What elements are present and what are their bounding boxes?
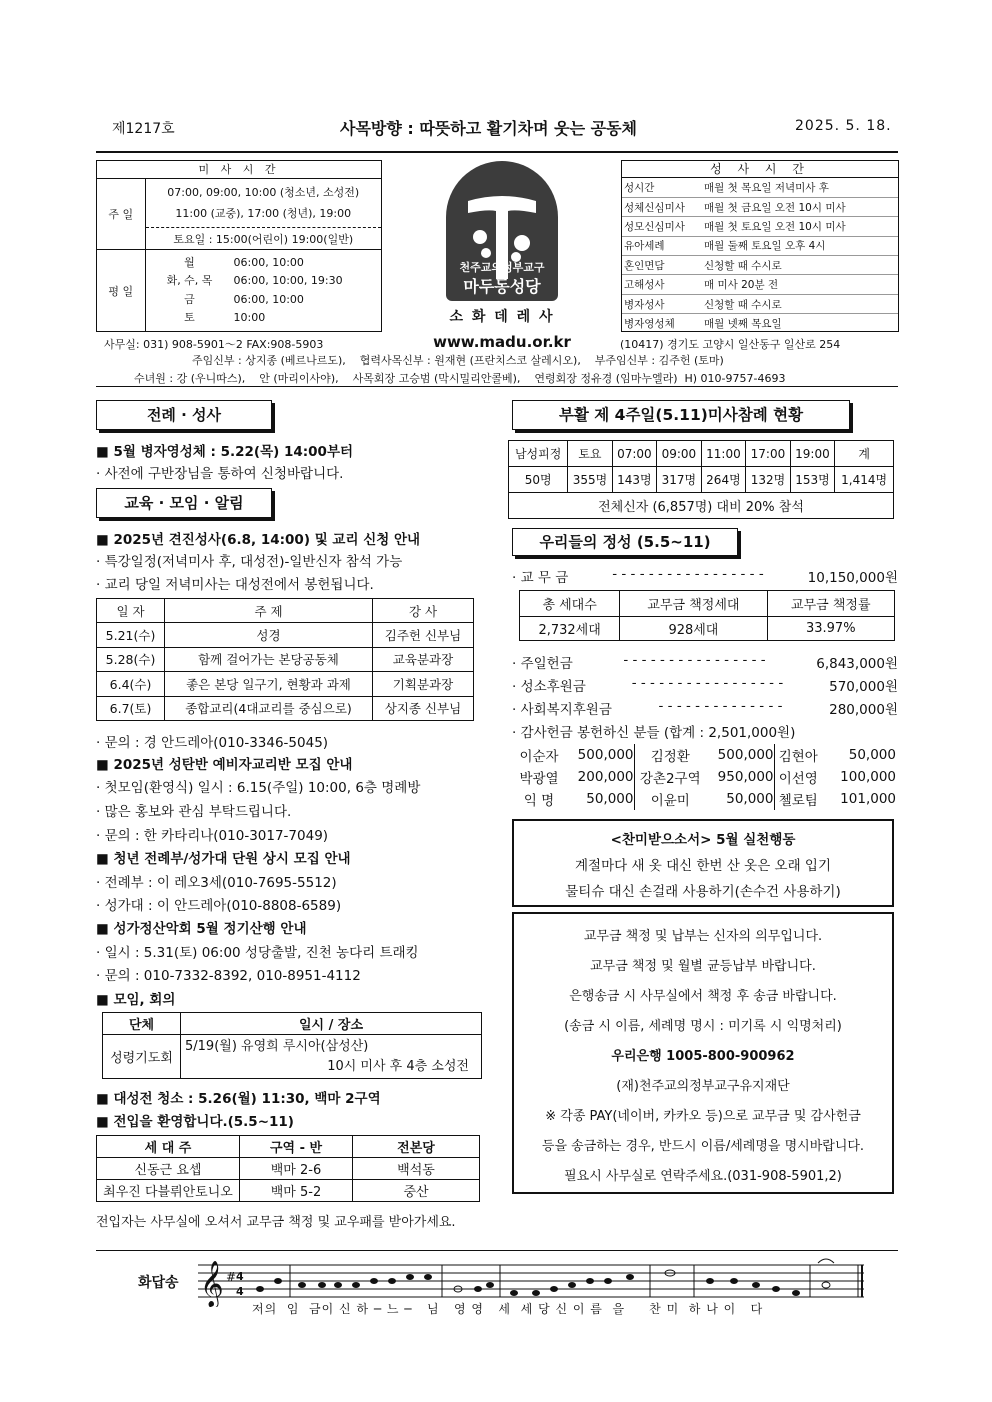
attendance-value: 264명 — [701, 467, 746, 493]
attendance-header: 11:00 — [701, 441, 746, 467]
donor-name: 익 명 — [523, 793, 555, 809]
sacrament-time: 매월 첫 목요일 저녁미사 후 — [702, 178, 898, 197]
attendance-summary: 전체신자 (6,857명) 대비 20% 참석 — [509, 493, 894, 519]
laudato-si-action: 계절마다 새 옷 대신 한번 산 옷은 오래 입기 — [574, 858, 832, 874]
attendance-header: 계 — [835, 441, 894, 467]
donor-name: 김정환 — [650, 749, 690, 765]
sacrament-time: 매월 첫 토요일 오전 10시 미사 — [702, 217, 898, 236]
notice-line: ※ 각종 PAY(네이버, 카카오 등)으로 교무금 및 감사헌금 — [545, 1109, 861, 1124]
donor-amount: 50,000 — [566, 788, 634, 810]
sacrament-name: 병자성사 — [622, 294, 702, 313]
dotted-leader: - - - - - - - - - - - - - - - - - — [612, 566, 764, 582]
class-topic: 성경 — [165, 623, 373, 648]
offering-label: · 사회복지후원금 — [512, 702, 612, 718]
dotted-leader: - - - - - - - - - - - - - - - - — [623, 652, 766, 668]
offering-row — [512, 698, 898, 718]
attendance-value: 132명 — [746, 467, 791, 493]
svg-text:4: 4 — [236, 1270, 244, 1283]
attendance-header: 토요 — [568, 441, 612, 467]
table-header: 일 자 — [97, 599, 165, 623]
notice-line: 필요시 사무실로 연락주세요.(031-908-5901,2) — [564, 1169, 842, 1184]
tithe-amount: 10,150,000원 — [807, 570, 898, 586]
offering-row — [512, 652, 898, 672]
header-rule — [96, 151, 898, 153]
welcome-title: ■ 전입을 환영합니다.(5.5~11) — [96, 1114, 294, 1130]
newcomer-name: 최우진 다블뤼안토니오 — [97, 1180, 240, 1202]
stat-value: 2,732세대 — [520, 617, 620, 641]
youth-recruit-title: ■ 청년 전례부/성가대 단원 상시 모집 안내 — [96, 851, 351, 867]
stat-header: 교무금 책정률 — [767, 591, 894, 617]
sacrament-time: 매월 넷째 목요일 — [704, 318, 782, 331]
mass-times-box — [96, 160, 382, 332]
class-date: 5.28(수) — [97, 647, 165, 672]
notice-line: (송금 시 이름, 세례명 명시 : 미기록 시 익명처리) — [564, 1019, 842, 1034]
parish-name: 마두동성당 — [463, 277, 541, 296]
class-topic: 종합교리(4대교리를 중심으로) — [165, 696, 373, 721]
attendance-value: 317명 — [657, 467, 702, 493]
thanks-offering-title: · 감사헌금 봉헌하신 분들 (합계 : 2,501,000원) — [512, 725, 796, 741]
donor-name: 이순자 — [519, 749, 559, 765]
catechumen-note: · 많은 홍보와 관심 부탁드립니다. — [96, 804, 292, 820]
weekday-day: 토 — [184, 311, 195, 325]
donor-name: 이윤미 — [650, 793, 690, 809]
weekday-time: 06:00, 10:00, 19:30 — [233, 274, 343, 288]
class-lecturer: 기획분과장 — [373, 672, 474, 697]
pastoral-direction-title: 사목방향 : 따뜻하고 활기차며 웃는 공동체 — [340, 119, 638, 138]
youth-recruit-note: · 전례부 : 이 레오3세(010-7695-5512) — [96, 875, 337, 891]
donor-amount: 101,000 — [840, 791, 896, 807]
table-header: 전본당 — [353, 1136, 480, 1158]
mass-times-table — [97, 161, 381, 331]
bank-account: 우리은행 1005-800-900962 — [611, 1049, 795, 1064]
sick-communion-note: · 사전에 구반장님을 통하여 신청바랍니다. — [96, 466, 344, 482]
catechumen-title: ■ 2025년 성탄반 예비자교리반 모집 안내 — [96, 757, 353, 773]
class-date: 5.21(수) — [97, 623, 165, 648]
attendance-value: 355명 — [568, 467, 612, 493]
stat-header: 총 세대수 — [520, 591, 620, 617]
sacrament-time: 매 미사 20분 전 — [702, 275, 898, 294]
meetings-table — [102, 1012, 482, 1079]
laudato-si-action: 물티슈 대신 손걸래 사용하기(손수건 사용하기) — [565, 884, 841, 900]
weekday-time: 06:00, 10:00 — [233, 255, 304, 269]
table-header: 단체 — [103, 1013, 181, 1035]
account-holder: (재)천주교의정부교구유지재단 — [616, 1079, 790, 1094]
svg-text:4: 4 — [236, 1285, 244, 1298]
confirmation-contact: · 문의 : 경 안드레아(010-3346-5045) — [96, 735, 329, 751]
sacrament-name: 유아세례 — [622, 236, 702, 255]
donor-amount: 500,000 — [706, 744, 774, 766]
office-phone: 사무실: 031) 908-5901～2 FAX:908-5903 — [104, 338, 324, 351]
footer-rule — [96, 1250, 898, 1251]
donor-amount: 50,000 — [848, 747, 896, 763]
meeting-place: 10시 미사 후 4층 소성전 — [327, 1058, 469, 1074]
dotted-leader: - - - - - - - - - - - - - - - - - — [631, 675, 784, 691]
donor-amount: 100,000 — [840, 769, 896, 785]
priests-line: 주임신부 : 상지종 (베르나르도), 협력사목신부 : 원재현 (프란치스코 살레시오), 부주임신부 : 김주헌 (토마) — [192, 354, 724, 367]
attendance-value: 1,414명 — [835, 467, 894, 493]
svg-text:#: # — [226, 1270, 237, 1284]
newcomer-district: 백마 2-6 — [240, 1158, 353, 1180]
saturday-mass: 토요일 : 15:00(어린이) 19:00(일반) — [145, 228, 381, 250]
church-address: (10417) 경기도 고양시 일산동구 일산로 254 — [620, 338, 841, 351]
liturgy-section-title: 전례 · 성사 — [96, 400, 272, 430]
tithe-row — [512, 566, 898, 586]
newcomer-name: 신동근 요셉 — [97, 1158, 240, 1180]
offering-label: · 성소후원금 — [512, 679, 586, 695]
hiking-title: ■ 성가정산악회 5월 정기산행 안내 — [96, 921, 307, 937]
class-topic: 좋은 본당 일구기, 현황과 과제 — [165, 672, 373, 697]
newcomer-previous-parish: 중산 — [353, 1180, 480, 1202]
sunday-line: 11:00 (교중), 17:00 (청년), 19:00 — [175, 206, 352, 220]
notice-line: 은행송금 시 사무실에서 책정 후 송금 바랍니다. — [569, 989, 837, 1004]
tithe-label: · 교 무 금 — [512, 570, 569, 586]
table-header: 세 대 주 — [97, 1136, 240, 1158]
donor-name: 김현아 — [778, 749, 818, 765]
offering-label: · 주일헌금 — [512, 656, 573, 672]
table-header: 일시 / 장소 — [181, 1013, 482, 1035]
donor-name: 박광열 — [519, 771, 559, 787]
donor-name: 강촌2구역 — [639, 771, 701, 787]
sacrament-name: 성체신심미사 — [622, 197, 702, 216]
newcomer-district: 백마 5-2 — [240, 1180, 353, 1202]
issue-number: 제1217호 — [112, 121, 175, 137]
sacrament-name: 고해성사 — [622, 275, 702, 294]
offering-amount: 280,000원 — [829, 702, 898, 718]
attendance-header: 09:00 — [657, 441, 702, 467]
website-link[interactable]: www.madu.or.kr — [433, 333, 571, 351]
attendance-value: 50명 — [509, 467, 568, 493]
donor-amount: 500,000 — [566, 744, 634, 766]
class-schedule-table — [96, 598, 474, 721]
attendance-value: 143명 — [612, 467, 657, 493]
donors-table — [512, 744, 896, 810]
attendance-header: 17:00 — [746, 441, 791, 467]
sunday-line: 07:00, 09:00, 10:00 (청소년, 소성전) — [167, 185, 360, 199]
catechumen-contact: · 문의 : 한 카타리나(010-3017-7049) — [96, 828, 329, 844]
tithe-stats-table — [519, 590, 895, 641]
weekday-day: 금 — [184, 292, 195, 306]
notice-line: 등을 송금하는 경우, 반드시 이름/세례명을 명시바랍니다. — [541, 1139, 865, 1154]
donor-name: 이선영 — [778, 771, 818, 787]
table-header: 주 제 — [165, 599, 373, 623]
attendance-header: 남성피정 — [509, 441, 568, 467]
sacrament-name: 병자영성체 — [624, 318, 675, 331]
education-section-title: 교육 · 모임 · 알림 — [96, 488, 272, 518]
offering-amount: 6,843,000원 — [816, 656, 898, 672]
sacrament-time: 매월 둘째 토요일 오후 4시 — [702, 236, 898, 255]
weekday-time: 06:00, 10:00 — [233, 292, 304, 306]
weekday-time: 10:00 — [233, 311, 266, 325]
weekday-label: 평 일 — [97, 250, 145, 331]
church-cleaning: ■ 대성전 청소 : 5.26(월) 11:30, 백마 2구역 — [96, 1091, 381, 1107]
notice-line: 교무금 책정 및 납부는 신자의 의무입니다. — [583, 929, 823, 944]
meetings-title: ■ 모임, 회의 — [96, 992, 176, 1008]
attendance-table — [508, 440, 894, 519]
meeting-schedule: 5/19(월) 유영희 루시아(삼성산) — [185, 1038, 369, 1054]
attendance-header: 19:00 — [790, 441, 835, 467]
sacrament-time: 신청할 때 수시로 — [702, 256, 898, 275]
dotted-leader: - - - - - - - - - - - - - - — [658, 698, 783, 714]
donor-amount: 950,000 — [706, 766, 774, 788]
donor-name: 첼로팀 — [778, 793, 818, 809]
class-date: 6.4(수) — [97, 672, 165, 697]
stat-header: 교무금 책정세대 — [620, 591, 767, 617]
confirmation-note: · 특강일정(저녁미사 후, 대성전)-일반신자 참석 가능 — [96, 554, 403, 570]
hiking-contact: · 문의 : 010-7332-8392, 010-8951-4112 — [96, 968, 361, 984]
svg-text:𝄞: 𝄞 — [200, 1261, 224, 1307]
patron-saint: 소 화 데 레 사 — [449, 309, 555, 325]
offering-row — [512, 675, 898, 695]
newcomers-table — [96, 1135, 480, 1202]
staff-line: 수녀원 : 강 (우니따스), 안 (마리이사야), 사목회장 고승범 (막시밀리안콜베), 연령회장 정유경 (임마누엘라) H) 010-9757-4693 — [134, 372, 786, 385]
laudato-si-box — [512, 819, 894, 907]
weekday-day: 화, 수, 목 — [166, 274, 213, 288]
newcomer-note: 전입자는 사무실에 오셔서 교무금 책정 및 교우패를 받아가세요. — [96, 1215, 456, 1230]
sunday-label: 주 일 — [97, 178, 145, 250]
attendance-section-title: 부활 제 4주일(5.11)미사참례 현황 — [512, 400, 850, 430]
catechumen-note: · 첫모임(환영식) 일시 : 6.15(주일) 10:00, 6층 명례방 — [96, 780, 421, 796]
donor-amount: 200,000 — [566, 766, 634, 788]
sacraments-title: 성 사 시 간 — [622, 161, 898, 178]
attendance-header: 07:00 — [612, 441, 657, 467]
sacraments-box — [621, 160, 899, 332]
diocese-name: 천주교의정부교구 — [459, 261, 545, 274]
sacrament-time: 신청할 때 수시로 — [702, 294, 898, 313]
sacrament-name: 성시간 — [622, 178, 702, 197]
laudato-si-title: <찬미받으소서> 5월 실천행동 — [610, 832, 796, 848]
class-topic: 함께 걸어가는 본당공동체 — [165, 647, 373, 672]
class-lecturer: 상지종 신부님 — [373, 696, 474, 721]
responsorial-psalm-label: 화답송 — [138, 1275, 179, 1291]
weekday-day: 월 — [184, 255, 195, 269]
psalm-lyrics: 저의 임 금이 신 하 ─ 느 ─ 님 영 영 세 세 당 신 이 름 을 찬 미 하 나 이 다 — [252, 1302, 764, 1316]
attendance-value: 153명 — [790, 467, 835, 493]
youth-recruit-note: · 성가대 : 이 안드레아(010-8808-6589) — [96, 898, 342, 914]
sacrament-time: 매월 첫 금요일 오전 10시 미사 — [702, 197, 898, 216]
sacrament-name: 혼인면담 — [622, 256, 702, 275]
offering-amount: 570,000원 — [829, 679, 898, 695]
mass-times-title: 미 사 시 간 — [97, 161, 381, 178]
meeting-group: 성령기도회 — [103, 1035, 181, 1079]
sacraments-table — [622, 178, 898, 333]
class-lecturer: 김주헌 신부님 — [373, 623, 474, 648]
table-header: 구역 - 반 — [240, 1136, 353, 1158]
class-lecturer: 교육분과장 — [373, 647, 474, 672]
offering-section-title: 우리들의 정성 (5.5~11) — [512, 528, 738, 556]
sacrament-name: 성모신심미사 — [622, 217, 702, 236]
confirmation-title: ■ 2025년 견진성사(6.8, 14:00) 및 교리 신청 안내 — [96, 532, 421, 548]
notice-line: 교무금 책정 및 월별 균등납부 바랍니다. — [590, 959, 816, 974]
contact-rule — [96, 386, 898, 387]
tithe-notice-box — [512, 912, 894, 1194]
table-header: 강 사 — [373, 599, 474, 623]
stat-value: 33.97% — [767, 617, 894, 641]
issue-date: 2025. 5. 18. — [795, 118, 892, 134]
hiking-note: · 일시 : 5.31(토) 06:00 성당출발, 진천 농다리 트래킹 — [96, 945, 419, 961]
confirmation-note: · 교리 당일 저녁미사는 대성전에서 봉헌됩니다. — [96, 577, 374, 593]
class-date: 6.7(토) — [97, 696, 165, 721]
donor-amount: 50,000 — [706, 788, 774, 810]
newcomer-previous-parish: 백석동 — [353, 1158, 480, 1180]
sick-communion-title: ■ 5월 병자영성체 : 5.22(목) 14:00부터 — [96, 444, 354, 460]
stat-value: 928세대 — [620, 617, 767, 641]
